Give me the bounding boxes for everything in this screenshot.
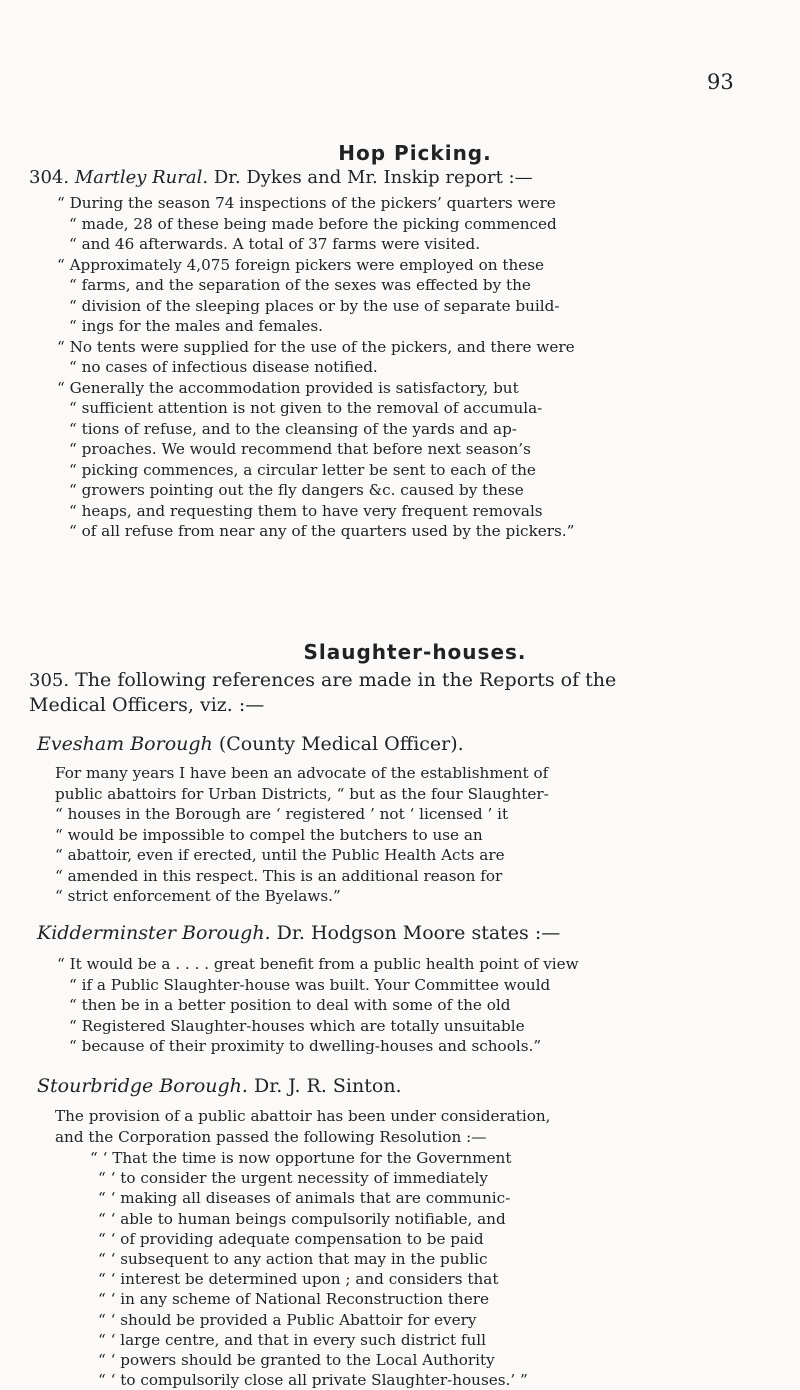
resolution-line: “ ‘ in any scheme of National Reconstruction there [98, 1290, 489, 1309]
intro-text: The following references are made in the Reports of the [75, 669, 617, 691]
quote-line: “ During the season 74 inspections of the pickers’ quarters were [57, 194, 556, 212]
text-line: “ abattoir, even if erected, until the Public Health Acts are [55, 846, 505, 864]
resolution-line: “ ‘ large centre, and that in every such district full [98, 1330, 487, 1349]
text-line: “ houses in the Borough are ‘ registered ’ not ‘ licensed ’ it [55, 805, 509, 823]
text-line: “ because of their proximity to dwelling-houses and schools.” [69, 1037, 542, 1055]
quote-line: “ No tents were supplied for the use of the pickers, and there were [57, 337, 575, 356]
text-line: “ would be impossible to compel the butchers to use an [55, 825, 483, 844]
quote-line: “ and 46 afterwards. A total of 37 farms were visited. [69, 235, 481, 253]
officer-name: Dr. Hodgson Moore states :— [276, 922, 561, 944]
heading-hop-picking: Hop Picking. [338, 141, 492, 165]
quote-line: “ picking commences, a circular letter be sent to each of the [69, 460, 536, 479]
resolution-line: “ ‘ able to human beings compulsorily notifiable, and [98, 1209, 506, 1228]
text-line: “ if a Public Slaughter-house was built. Your Committee would [69, 975, 551, 994]
intro-line [29, 668, 616, 693]
para-number: 304. [29, 167, 70, 188]
text-line: For many years I have been an advocate of the establishment of [55, 764, 549, 782]
quote-line: “ heaps, and requesting them to have very frequent removals [69, 501, 543, 520]
district-name: Stourbridge Borough. [37, 1075, 248, 1097]
text-line: “ amended in this respect. This is an additional reason for [55, 866, 503, 885]
text-line: “ strict enforcement of the Byelaws.” [55, 887, 341, 905]
para-305-head [29, 668, 616, 717]
resolution-line: “ ‘ subsequent to any action that may in the public [98, 1250, 488, 1269]
quote-line: “ Generally the accommodation provided is satisfactory, but [57, 378, 519, 397]
intro-line: Medical Officers, viz. :— [29, 694, 265, 716]
resolution-line: “ ‘ powers should be granted to the Local Authority [98, 1351, 495, 1370]
text-line: “ It would be a . . . . great benefit from a public health point of view [57, 955, 579, 973]
lead-text: Dr. Dykes and Mr. Inskip report :— [213, 167, 533, 188]
quote-line: “ made, 28 of these being made before the picking commenced [69, 214, 557, 233]
evesham-head [37, 733, 464, 755]
text-line: The provision of a public abattoir has been under consideration, [55, 1107, 551, 1125]
text-line: “ then be in a better position to deal with some of the old [69, 996, 511, 1014]
resolution-line: “ ‘ making all diseases of animals that are communic- [98, 1189, 511, 1208]
kidderminster-text [57, 954, 579, 1057]
stourbridge-head [37, 1075, 402, 1097]
para-304-head [29, 167, 533, 189]
hop-quote [57, 193, 575, 542]
quote-line: “ proaches. We would recommend that before next season’s [69, 440, 531, 458]
officer-name: Dr. J. R. Sinton. [254, 1075, 402, 1097]
text-line: “ Registered Slaughter-houses which are totally unsuitable [69, 1016, 525, 1035]
quote-paragraph [57, 255, 575, 337]
text-line: public abattoirs for Urban Districts, “ but as the four Slaughter- [55, 784, 549, 803]
page-number: 93 [707, 70, 734, 94]
quote-line: “ Approximately 4,075 foreign pickers were employed on these [57, 255, 545, 274]
quote-paragraph [57, 337, 575, 378]
quote-paragraph [57, 378, 575, 542]
stourbridge-intro [55, 1106, 551, 1147]
quote-paragraph [57, 193, 575, 255]
heading-slaughter-houses: Slaughter-houses. [303, 640, 527, 664]
district-name: Evesham Borough [37, 733, 213, 755]
officer-name: (County Medical Officer). [218, 733, 464, 755]
quote-line: “ growers pointing out the fly dangers &c. caused by these [69, 481, 524, 499]
district-name: Kidderminster Borough. [37, 922, 271, 944]
quote-line: “ tions of refuse, and to the cleansing of the yards and ap- [69, 419, 517, 438]
quote-line: “ division of the sleeping places or by the use of separate build- [69, 296, 560, 315]
kidderminster-head [37, 922, 560, 944]
quote-line: “ farms, and the separation of the sexes was effected by the [69, 276, 531, 294]
para-number: 305. [29, 670, 70, 691]
quote-line: “ ings for the males and females. [69, 317, 323, 335]
evesham-text [55, 763, 549, 907]
stourbridge-resolution [90, 1148, 528, 1390]
resolution-line: “ ‘ interest be determined upon ; and considers that [98, 1270, 499, 1289]
resolution-line: “ ‘ of providing adequate compensation to be paid [98, 1229, 484, 1248]
quote-line: “ sufficient attention is not given to the removal of accumula- [69, 399, 543, 417]
resolution-line: “ ‘ to consider the urgent necessity of immediately [98, 1169, 488, 1188]
quote-line: “ no cases of infectious disease notified. [69, 358, 378, 376]
resolution-line: “ ‘ to compulsorily close all private Slaughter-houses.’ ” [98, 1371, 528, 1390]
district-name: Martley Rural. [74, 167, 209, 188]
quote-line: “ of all refuse from near any of the quarters used by the pickers.” [69, 522, 575, 540]
resolution-line: “ ‘ That the time is now opportune for the Government [90, 1149, 512, 1167]
resolution-line: “ ‘ should be provided a Public Abattoir for every [98, 1310, 477, 1329]
text-line: and the Corporation passed the following Resolution :— [55, 1127, 487, 1146]
